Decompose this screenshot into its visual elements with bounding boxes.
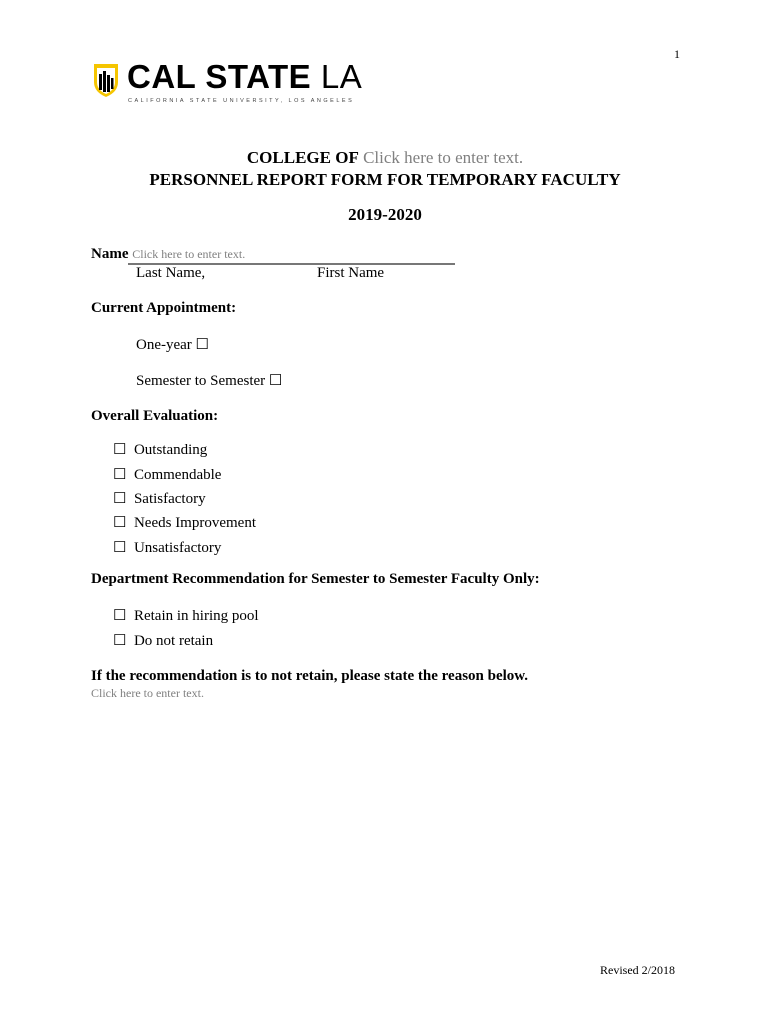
overall-evaluation-heading: Overall Evaluation: xyxy=(91,408,219,424)
academic-year: 2019-2020 xyxy=(348,205,422,224)
checkbox-one-year[interactable]: ☐ xyxy=(195,337,209,353)
checkbox-outstanding[interactable]: ☐ xyxy=(113,442,127,458)
checkbox-unsatisfactory[interactable]: ☐ xyxy=(113,540,127,556)
revision-note: Revised 2/2018 xyxy=(600,963,675,977)
evaluation-option-unsatisfactory xyxy=(113,538,221,557)
evaluation-option-outstanding xyxy=(113,440,207,459)
recommendation-option-do-not-retain xyxy=(113,631,213,650)
department-recommendation-heading: Department Recommendation for Semester to Semester Faculty Only: xyxy=(91,571,540,587)
option-label: Commendable xyxy=(133,467,222,483)
college-input[interactable]: Click here to enter text. xyxy=(363,148,524,167)
option-label: Unsatisfactory xyxy=(133,540,222,556)
evaluation-option-needs-improvement xyxy=(113,513,256,532)
checkbox-satisfactory[interactable]: ☐ xyxy=(113,491,127,507)
checkbox-commendable[interactable]: ☐ xyxy=(113,467,127,483)
college-label: COLLEGE OF xyxy=(246,148,359,167)
appointment-option-one-year xyxy=(136,335,209,354)
name-label: Name xyxy=(91,246,129,262)
checkbox-retain[interactable]: ☐ xyxy=(113,608,127,624)
reason-heading: If the recommendation is to not retain, please state the reason below. xyxy=(91,668,529,684)
option-label: Needs Improvement xyxy=(133,515,256,531)
cal-state-la-logo xyxy=(91,60,361,110)
checkbox-do-not-retain[interactable]: ☐ xyxy=(113,633,127,649)
evaluation-option-commendable xyxy=(113,465,221,484)
recommendation-option-retain xyxy=(113,606,259,625)
logo-wordmark: CAL STATE LA xyxy=(127,58,363,95)
checkbox-semester[interactable]: ☐ xyxy=(268,373,283,389)
appointment-option-semester xyxy=(136,371,282,390)
option-label: Retain in hiring pool xyxy=(133,608,259,624)
option-label: Satisfactory xyxy=(133,491,206,507)
logo-subtitle: CALIFORNIA STATE UNIVERSITY, LOS ANGELES xyxy=(128,98,355,104)
college-line xyxy=(0,148,770,168)
option-label: Semester to Semester xyxy=(136,373,266,389)
name-row xyxy=(91,246,245,263)
option-label: Do not retain xyxy=(133,633,214,649)
university-seal-icon xyxy=(91,60,121,98)
option-label: One-year xyxy=(136,337,192,353)
option-label: Outstanding xyxy=(133,442,208,458)
form-title: PERSONNEL REPORT FORM FOR TEMPORARY FACULTY xyxy=(149,170,621,189)
page-number: 1 xyxy=(674,47,680,61)
last-name-caption: Last Name, xyxy=(136,265,206,281)
first-name-caption: First Name xyxy=(317,265,385,281)
current-appointment-heading: Current Appointment: xyxy=(91,300,237,316)
evaluation-option-satisfactory xyxy=(113,489,206,508)
checkbox-needs-improvement[interactable]: ☐ xyxy=(113,515,127,531)
reason-input[interactable]: Click here to enter text. xyxy=(91,686,204,700)
name-input[interactable]: Click here to enter text. xyxy=(132,247,246,261)
